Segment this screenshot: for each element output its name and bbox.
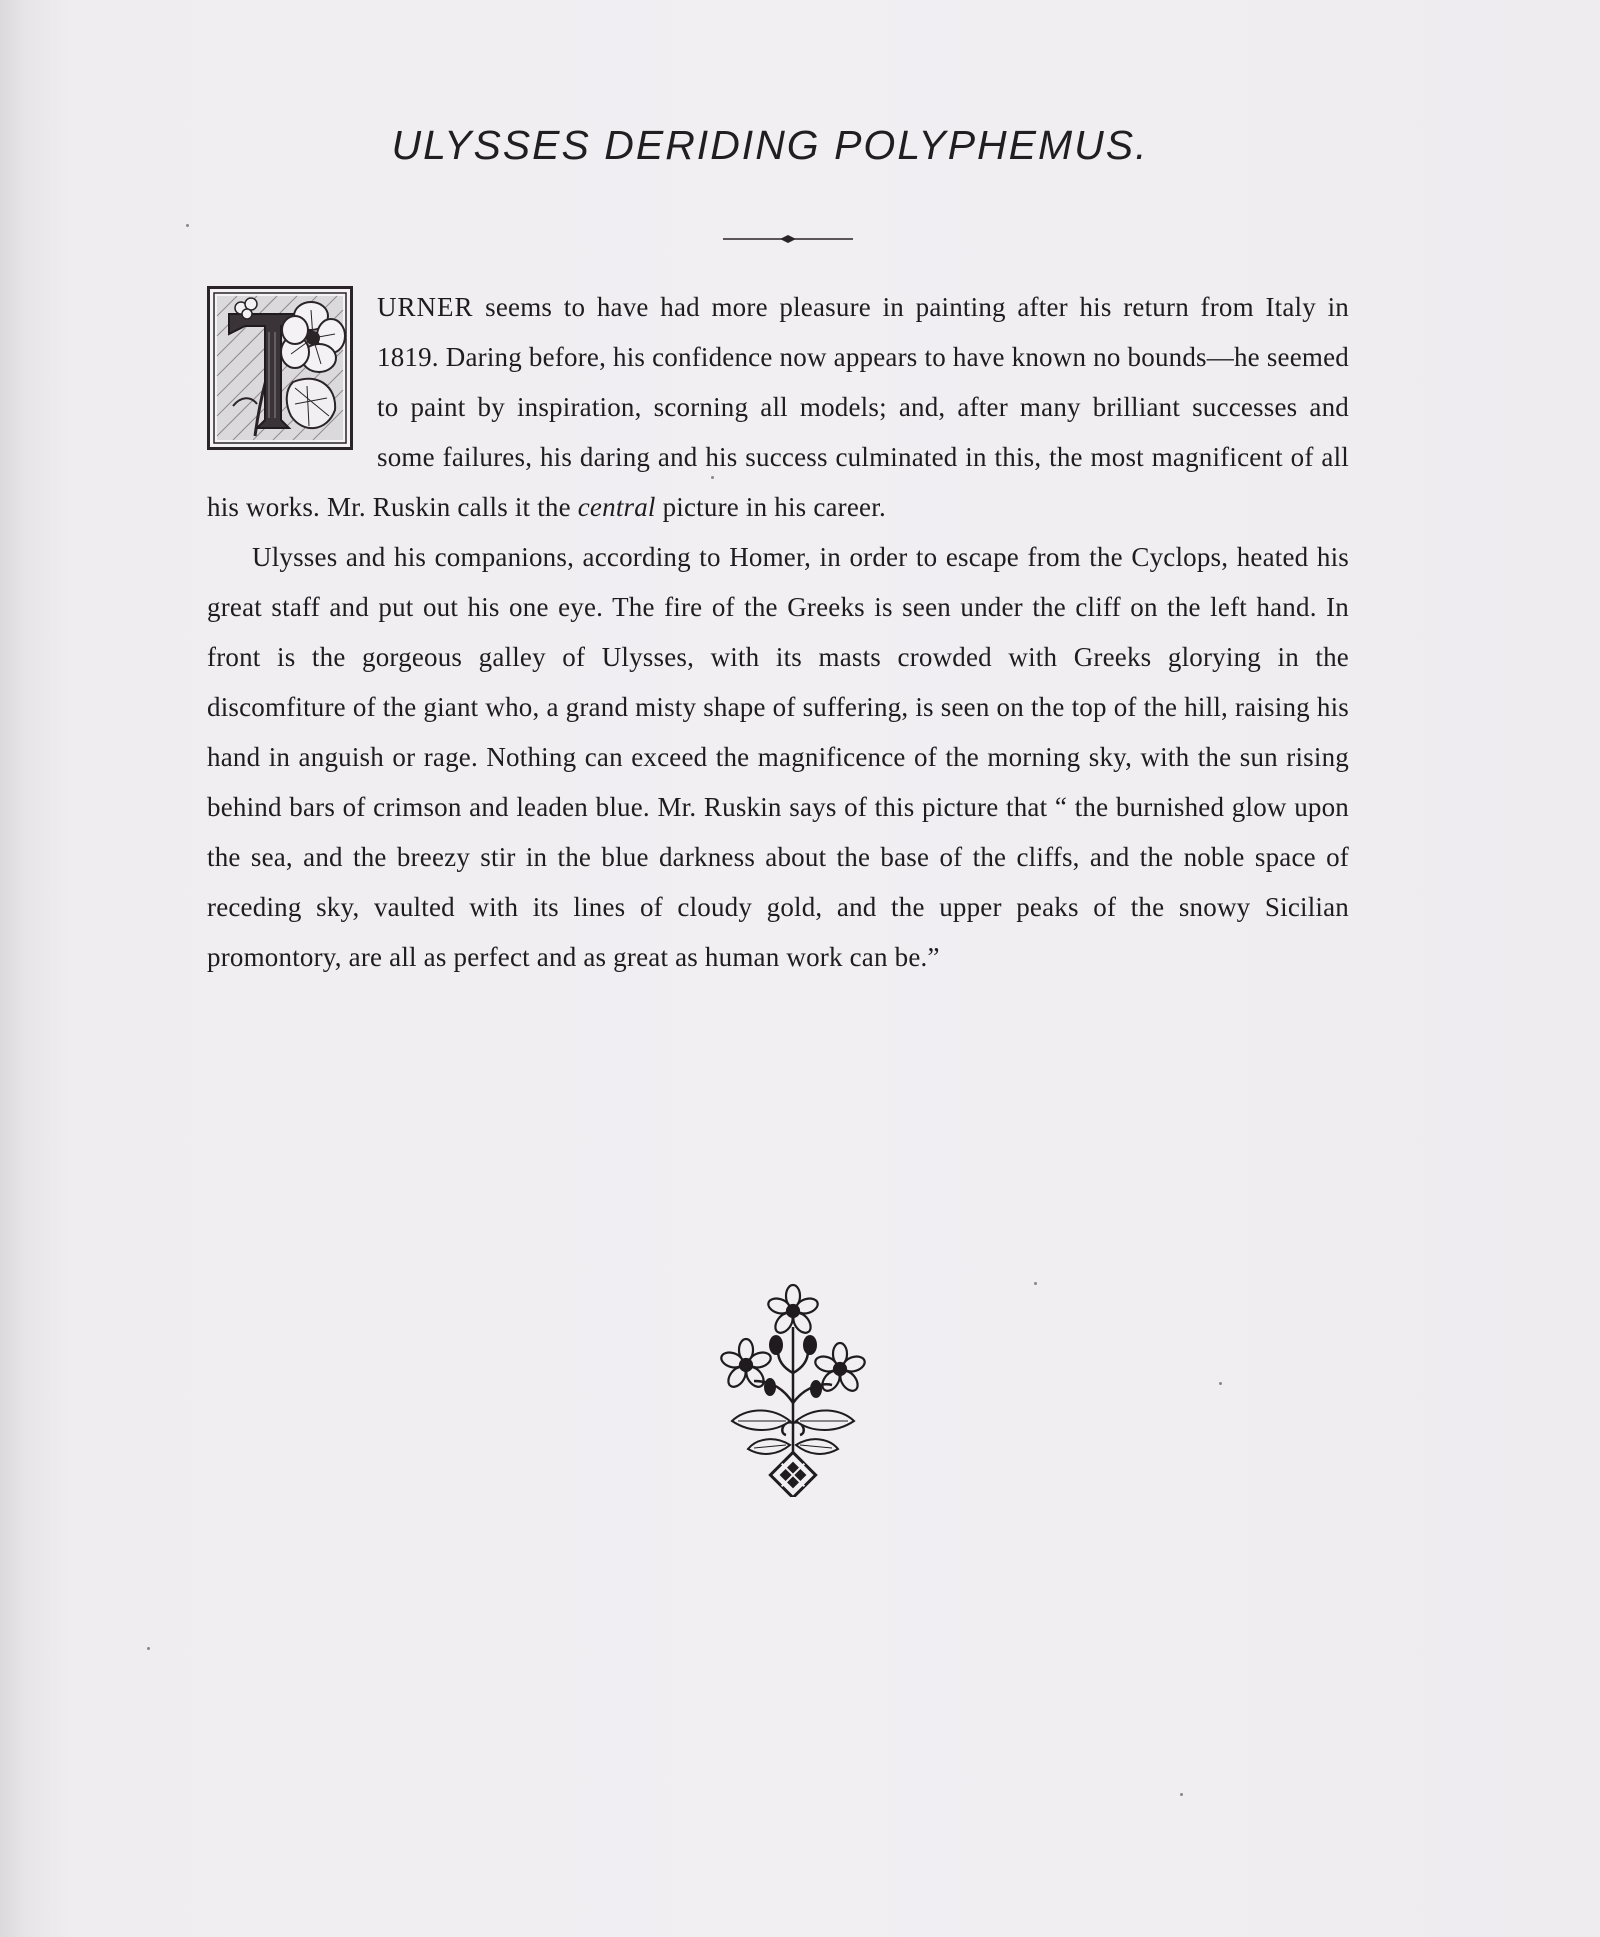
paper-speck [147, 1647, 150, 1650]
paper-speck [1219, 1382, 1222, 1385]
paragraph-1-text-end: picture in his career. [655, 492, 886, 522]
title-rule-ornament [723, 234, 853, 244]
paragraph-1-lead: URNER [377, 292, 474, 322]
decorated-initial-letter [207, 286, 353, 450]
paper-speck [186, 224, 189, 227]
page-title: ULYSSES DERIDING POLYPHEMUS. [391, 122, 1149, 168]
paper-speck [1034, 1282, 1037, 1285]
paragraph-1-text: seems to have had more pleasure in painting after his return from Italy in 1819. Daring before, his confidence now appears to have known no bounds—he seemed to paint by inspiration, scorning all models; and, after many brilliant successes and some failures, his daring and his success culminated in this, the most magnificent of all his works. Mr. Ruskin calls it the [207, 292, 1349, 522]
body-text [207, 282, 1349, 982]
emphasized-word: central [577, 492, 656, 522]
floral-tailpiece-ornament [720, 1283, 866, 1497]
paper-speck [1180, 1793, 1183, 1796]
paragraph-2: Ulysses and his companions, according to Homer, in order to escape from the Cyclops, heated his great staff and put out his one eye. The fire of the Greeks is seen under the cliff on the left hand. In front is the gorgeous galley of Ulysses, with its masts crowded with Greeks glorying in the discomfiture of the giant who, a grand misty shape of suffering, is seen on the top of the hill, raising his hand in anguish or rage. Nothing can exceed the magnificence of the morning sky, with the sun rising behind bars of crimson and leaden blue. Mr. Ruskin says of this picture that “ the burnished glow upon the sea, and the breezy stir in the blue darkness about the base of the cliffs, and the noble space of receding sky, vaulted with its lines of cloudy gold, and the upper peaks of the snowy Sicilian promontory, are all as perfect and as great as human work can be.” [207, 542, 1349, 972]
paper-speck [711, 476, 714, 479]
paragraph-1 [207, 282, 1349, 532]
